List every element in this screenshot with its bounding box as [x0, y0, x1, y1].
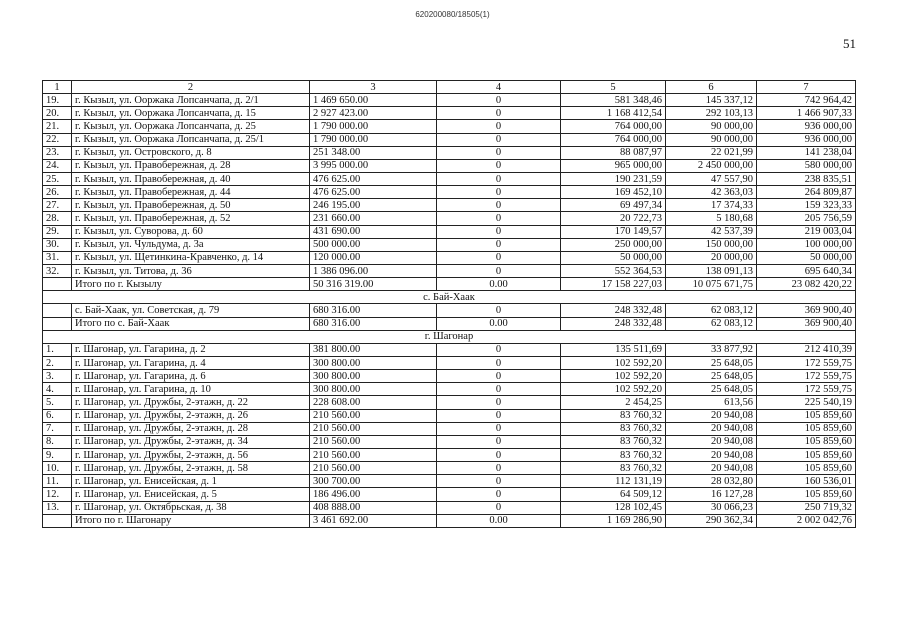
table-row: [43, 159, 856, 172]
table-row: [43, 396, 856, 409]
cell-col-6: 17 374,33: [666, 199, 757, 212]
total-row: [43, 278, 856, 291]
cell-col-4: 0: [437, 94, 561, 107]
table-row: [43, 356, 856, 369]
cell-col-5: 102 592,20: [561, 383, 666, 396]
cell-col-2: г. Шагонар, ул. Дружбы, 2-этажн, д. 22: [72, 396, 310, 409]
cell-col-1: 22.: [43, 133, 72, 146]
cell-col-5: 102 592,20: [561, 356, 666, 369]
cell-col-4: 0: [437, 225, 561, 238]
table-row: [43, 238, 856, 251]
cell-col-4: 0: [437, 448, 561, 461]
cell-col-3: 210 560.00: [310, 422, 437, 435]
table-row: [43, 462, 856, 475]
table-row: [43, 370, 856, 383]
table-row: [43, 422, 856, 435]
cell-col-3: 186 496.00: [310, 488, 437, 501]
cell-col-5: 64 509,12: [561, 488, 666, 501]
cell-col-4: 0: [437, 343, 561, 356]
cell-col-4: 0: [437, 304, 561, 317]
cell-col-7: 264 809,87: [757, 186, 856, 199]
table-row: [43, 172, 856, 185]
cell-col-5: 170 149,57: [561, 225, 666, 238]
data-table: [42, 80, 856, 528]
table-row: [43, 225, 856, 238]
cell-col-3: 3 995 000.00: [310, 159, 437, 172]
cell-col-1: 11.: [43, 475, 72, 488]
cell-col-3: 680 316.00: [310, 304, 437, 317]
cell-col-1: 6.: [43, 409, 72, 422]
cell-col-6: 145 337,12: [666, 94, 757, 107]
cell-col-6: 62 083,12: [666, 317, 757, 330]
cell-col-4: 0: [437, 462, 561, 475]
cell-col-2: г. Кызыл, ул. Правобережная, д. 52: [72, 212, 310, 225]
cell-col-4: 0: [437, 238, 561, 251]
cell-col-1: 3.: [43, 370, 72, 383]
cell-col-6: 25 648,05: [666, 383, 757, 396]
table-row: [43, 488, 856, 501]
cell-col-7: 238 835,51: [757, 172, 856, 185]
cell-col-2: г. Кызыл, ул. Суворова, д. 60: [72, 225, 310, 238]
cell-col-4: 0: [437, 212, 561, 225]
cell-col-7: 172 559,75: [757, 356, 856, 369]
cell-col-2: г. Кызыл, ул. Островского, д. 8: [72, 146, 310, 159]
cell-col-6: 90 000,00: [666, 120, 757, 133]
table-row: [43, 304, 856, 317]
cell-col-6: 2 450 000,00: [666, 159, 757, 172]
cell-col-5: 69 497,34: [561, 199, 666, 212]
cell-col-2: г. Шагонар, ул. Дружбы, 2-этажн, д. 58: [72, 462, 310, 475]
cell-col-2: г. Кызыл, ул. Ооржака Лопсанчапа, д. 25/1: [72, 133, 310, 146]
cell-col-5: 135 511,69: [561, 343, 666, 356]
cell-col-4: 0: [437, 435, 561, 448]
cell-col-1: [43, 278, 72, 291]
cell-col-2: Итого по г. Кызылу: [72, 278, 310, 291]
table-row: [43, 107, 856, 120]
cell-col-6: 25 648,05: [666, 356, 757, 369]
cell-col-6: 16 127,28: [666, 488, 757, 501]
cell-col-1: 4.: [43, 383, 72, 396]
cell-col-7: 225 540,19: [757, 396, 856, 409]
cell-col-6: 6: [666, 81, 757, 94]
table-row: [43, 212, 856, 225]
cell-col-6: 20 000,00: [666, 251, 757, 264]
cell-col-3: 300 800.00: [310, 370, 437, 383]
cell-col-6: 20 940,08: [666, 462, 757, 475]
cell-col-7: 936 000,00: [757, 133, 856, 146]
cell-col-2: г. Шагонар, ул. Октябрьская, д. 38: [72, 501, 310, 514]
cell-col-2: г. Шагонар, ул. Дружбы, 2-этажн, д. 34: [72, 435, 310, 448]
section-row: [43, 330, 856, 343]
cell-col-2: с. Бай-Хаак, ул. Советская, д. 79: [72, 304, 310, 317]
cell-col-5: 83 760,32: [561, 409, 666, 422]
cell-col-4: 0: [437, 251, 561, 264]
cell-col-5: 190 231,59: [561, 172, 666, 185]
cell-col-2: г. Шагонар, ул. Дружбы, 2-этажн, д. 56: [72, 448, 310, 461]
cell-col-7: 160 536,01: [757, 475, 856, 488]
cell-col-7: 105 859,60: [757, 422, 856, 435]
cell-col-1: 28.: [43, 212, 72, 225]
total-row: [43, 317, 856, 330]
cell-col-1: 30.: [43, 238, 72, 251]
cell-col-4: 0: [437, 383, 561, 396]
cell-col-6: 30 066,23: [666, 501, 757, 514]
cell-col-3: 231 660.00: [310, 212, 437, 225]
table-row: [43, 146, 856, 159]
cell-col-5: 20 722,73: [561, 212, 666, 225]
table-row: [43, 186, 856, 199]
section-title: с. Бай-Хаак: [43, 291, 856, 304]
cell-col-5: 112 131,19: [561, 475, 666, 488]
cell-col-4: 4: [437, 81, 561, 94]
cell-col-1: 9.: [43, 448, 72, 461]
cell-col-4: 0: [437, 107, 561, 120]
cell-col-3: 210 560.00: [310, 448, 437, 461]
cell-col-6: 138 091,13: [666, 264, 757, 277]
table-row: [43, 448, 856, 461]
cell-col-7: 369 900,40: [757, 304, 856, 317]
cell-col-7: 141 238,04: [757, 146, 856, 159]
cell-col-3: 381 800.00: [310, 343, 437, 356]
cell-col-5: 169 452,10: [561, 186, 666, 199]
table-row: [43, 251, 856, 264]
cell-col-7: 105 859,60: [757, 462, 856, 475]
cell-col-3: 3: [310, 81, 437, 94]
cell-col-3: 500 000.00: [310, 238, 437, 251]
cell-col-3: 1 386 096.00: [310, 264, 437, 277]
cell-col-1: 23.: [43, 146, 72, 159]
cell-col-2: г. Кызыл, ул. Правобережная, д. 40: [72, 172, 310, 185]
cell-col-1: 1.: [43, 343, 72, 356]
cell-col-2: Итого по с. Бай-Хаак: [72, 317, 310, 330]
cell-col-5: 17 158 227,03: [561, 278, 666, 291]
cell-col-3: 476 625.00: [310, 186, 437, 199]
cell-col-2: г. Шагонар, ул. Гагарина, д. 2: [72, 343, 310, 356]
cell-col-4: 0: [437, 199, 561, 212]
cell-col-3: 1 469 650.00: [310, 94, 437, 107]
cell-col-5: 764 000,00: [561, 120, 666, 133]
section-row: [43, 291, 856, 304]
cell-col-2: г. Кызыл, ул. Правобережная, д. 44: [72, 186, 310, 199]
cell-col-7: 369 900,40: [757, 317, 856, 330]
cell-col-2: г. Шагонар, ул. Енисейская, д. 5: [72, 488, 310, 501]
cell-col-6: 33 877,92: [666, 343, 757, 356]
cell-col-1: 20.: [43, 107, 72, 120]
cell-col-3: 300 700.00: [310, 475, 437, 488]
cell-col-5: 581 348,46: [561, 94, 666, 107]
cell-col-6: 290 362,34: [666, 514, 757, 527]
cell-col-2: 2: [72, 81, 310, 94]
cell-col-4: 0: [437, 501, 561, 514]
page-number: 51: [843, 36, 856, 51]
cell-col-6: 20 940,08: [666, 409, 757, 422]
cell-col-6: 47 557,90: [666, 172, 757, 185]
total-row: [43, 514, 856, 527]
document-id: 620200080/18505(1): [415, 10, 490, 19]
cell-col-3: 251 348.00: [310, 146, 437, 159]
cell-col-4: 0: [437, 133, 561, 146]
cell-col-1: 31.: [43, 251, 72, 264]
cell-col-3: 210 560.00: [310, 435, 437, 448]
cell-col-7: 105 859,60: [757, 448, 856, 461]
cell-col-6: 292 103,13: [666, 107, 757, 120]
cell-col-4: 0: [437, 120, 561, 133]
cell-col-6: 62 083,12: [666, 304, 757, 317]
cell-col-3: 228 608.00: [310, 396, 437, 409]
cell-col-3: 408 888.00: [310, 501, 437, 514]
cell-col-7: 7: [757, 81, 856, 94]
table-row: [43, 501, 856, 514]
cell-col-1: [43, 514, 72, 527]
cell-col-5: 1 169 286,90: [561, 514, 666, 527]
cell-col-3: 50 316 319.00: [310, 278, 437, 291]
cell-col-4: 0.00: [437, 514, 561, 527]
cell-col-4: 0: [437, 159, 561, 172]
cell-col-3: 120 000.00: [310, 251, 437, 264]
cell-col-2: г. Кызыл, ул. Чульдума, д. 3а: [72, 238, 310, 251]
cell-col-1: 29.: [43, 225, 72, 238]
cell-col-7: 2 002 042,76: [757, 514, 856, 527]
cell-col-5: 102 592,20: [561, 370, 666, 383]
cell-col-4: 0: [437, 370, 561, 383]
cell-col-6: 28 032,80: [666, 475, 757, 488]
cell-col-3: 431 690.00: [310, 225, 437, 238]
cell-col-7: 1 466 907,33: [757, 107, 856, 120]
cell-col-4: 0: [437, 396, 561, 409]
cell-col-7: 100 000,00: [757, 238, 856, 251]
table-row: [43, 409, 856, 422]
cell-col-1: 13.: [43, 501, 72, 514]
cell-col-3: 210 560.00: [310, 462, 437, 475]
cell-col-6: 20 940,08: [666, 435, 757, 448]
cell-col-7: 23 082 420,22: [757, 278, 856, 291]
cell-col-3: 246 195.00: [310, 199, 437, 212]
cell-col-4: 0: [437, 186, 561, 199]
cell-col-1: 27.: [43, 199, 72, 212]
table-row: [43, 133, 856, 146]
cell-col-5: 552 364,53: [561, 264, 666, 277]
cell-col-2: г. Кызыл, ул. Правобережная, д. 28: [72, 159, 310, 172]
cell-col-1: 32.: [43, 264, 72, 277]
cell-col-5: 128 102,45: [561, 501, 666, 514]
cell-col-4: 0.00: [437, 317, 561, 330]
cell-col-4: 0.00: [437, 278, 561, 291]
cell-col-2: г. Кызыл, ул. Ооржака Лопсанчапа, д. 2/1: [72, 94, 310, 107]
cell-col-7: 172 559,75: [757, 370, 856, 383]
table-row: [43, 383, 856, 396]
cell-col-6: 5 180,68: [666, 212, 757, 225]
cell-col-7: 695 640,34: [757, 264, 856, 277]
cell-col-1: 10.: [43, 462, 72, 475]
cell-col-4: 0: [437, 409, 561, 422]
cell-col-6: 613,56: [666, 396, 757, 409]
cell-col-2: г. Шагонар, ул. Гагарина, д. 4: [72, 356, 310, 369]
cell-col-5: 764 000,00: [561, 133, 666, 146]
cell-col-2: г. Шагонар, ул. Гагарина, д. 10: [72, 383, 310, 396]
cell-col-4: 0: [437, 146, 561, 159]
cell-col-2: г. Кызыл, ул. Правобережная, д. 50: [72, 199, 310, 212]
cell-col-1: [43, 304, 72, 317]
cell-col-4: 0: [437, 172, 561, 185]
cell-col-5: 248 332,48: [561, 304, 666, 317]
cell-col-2: г. Кызыл, ул. Титова, д. 36: [72, 264, 310, 277]
section-title: г. Шагонар: [43, 330, 856, 343]
cell-col-6: 150 000,00: [666, 238, 757, 251]
cell-col-6: 90 000,00: [666, 133, 757, 146]
cell-col-7: 159 323,33: [757, 199, 856, 212]
cell-col-7: 172 559,75: [757, 383, 856, 396]
cell-col-6: 20 940,08: [666, 448, 757, 461]
cell-col-7: 105 859,60: [757, 435, 856, 448]
cell-col-7: 105 859,60: [757, 409, 856, 422]
cell-col-7: 250 719,32: [757, 501, 856, 514]
cell-col-2: г. Шагонар, ул. Енисейская, д. 1: [72, 475, 310, 488]
cell-col-6: 10 075 671,75: [666, 278, 757, 291]
cell-col-2: г. Кызыл, ул. Ооржака Лопсанчапа, д. 15: [72, 107, 310, 120]
table-row: [43, 435, 856, 448]
cell-col-2: Итого по г. Шагонару: [72, 514, 310, 527]
cell-col-1: 7.: [43, 422, 72, 435]
table-row: [43, 343, 856, 356]
cell-col-2: г. Шагонар, ул. Дружбы, 2-этажн, д. 28: [72, 422, 310, 435]
table-row: [43, 94, 856, 107]
cell-col-2: г. Кызыл, ул. Щетинкина-Кравченко, д. 14: [72, 251, 310, 264]
cell-col-5: 83 760,32: [561, 448, 666, 461]
cell-col-1: 12.: [43, 488, 72, 501]
cell-col-1: 24.: [43, 159, 72, 172]
cell-col-7: 580 000,00: [757, 159, 856, 172]
cell-col-2: г. Шагонар, ул. Гагарина, д. 6: [72, 370, 310, 383]
cell-col-6: 42 363,03: [666, 186, 757, 199]
cell-col-5: 88 087,97: [561, 146, 666, 159]
cell-col-7: 212 410,39: [757, 343, 856, 356]
table-row: [43, 475, 856, 488]
cell-col-1: 5.: [43, 396, 72, 409]
cell-col-1: [43, 317, 72, 330]
cell-col-5: 248 332,48: [561, 317, 666, 330]
cell-col-3: 476 625.00: [310, 172, 437, 185]
cell-col-6: 20 940,08: [666, 422, 757, 435]
cell-col-5: 83 760,32: [561, 435, 666, 448]
cell-col-3: 1 790 000.00: [310, 133, 437, 146]
cell-col-1: 2.: [43, 356, 72, 369]
cell-col-4: 0: [437, 422, 561, 435]
cell-col-3: 1 790 000.00: [310, 120, 437, 133]
cell-col-4: 0: [437, 264, 561, 277]
cell-col-7: 50 000,00: [757, 251, 856, 264]
cell-col-1: 21.: [43, 120, 72, 133]
cell-col-6: 25 648,05: [666, 370, 757, 383]
cell-col-5: 50 000,00: [561, 251, 666, 264]
cell-col-5: 1 168 412,54: [561, 107, 666, 120]
cell-col-7: 219 003,04: [757, 225, 856, 238]
cell-col-3: 300 800.00: [310, 356, 437, 369]
cell-col-3: 680 316.00: [310, 317, 437, 330]
cell-col-2: г. Шагонар, ул. Дружбы, 2-этажн, д. 26: [72, 409, 310, 422]
cell-col-5: 83 760,32: [561, 422, 666, 435]
cell-col-6: 42 537,39: [666, 225, 757, 238]
table-row: [43, 264, 856, 277]
header-row: [43, 81, 856, 94]
table-row: [43, 120, 856, 133]
cell-col-4: 0: [437, 356, 561, 369]
cell-col-7: 936 000,00: [757, 120, 856, 133]
cell-col-6: 22 021,99: [666, 146, 757, 159]
cell-col-4: 0: [437, 488, 561, 501]
cell-col-5: 5: [561, 81, 666, 94]
cell-col-1: 25.: [43, 172, 72, 185]
cell-col-7: 742 964,42: [757, 94, 856, 107]
cell-col-4: 0: [437, 475, 561, 488]
cell-col-1: 1: [43, 81, 72, 94]
cell-col-3: 300 800.00: [310, 383, 437, 396]
cell-col-7: 105 859,60: [757, 488, 856, 501]
cell-col-5: 83 760,32: [561, 462, 666, 475]
cell-col-2: г. Кызыл, ул. Ооржака Лопсанчапа, д. 25: [72, 120, 310, 133]
cell-col-3: 3 461 692.00: [310, 514, 437, 527]
table-row: [43, 199, 856, 212]
cell-col-1: 8.: [43, 435, 72, 448]
cell-col-5: 250 000,00: [561, 238, 666, 251]
cell-col-5: 965 000,00: [561, 159, 666, 172]
cell-col-3: 210 560.00: [310, 409, 437, 422]
cell-col-1: 26.: [43, 186, 72, 199]
cell-col-5: 2 454,25: [561, 396, 666, 409]
cell-col-3: 2 927 423.00: [310, 107, 437, 120]
cell-col-1: 19.: [43, 94, 72, 107]
cell-col-7: 205 756,59: [757, 212, 856, 225]
